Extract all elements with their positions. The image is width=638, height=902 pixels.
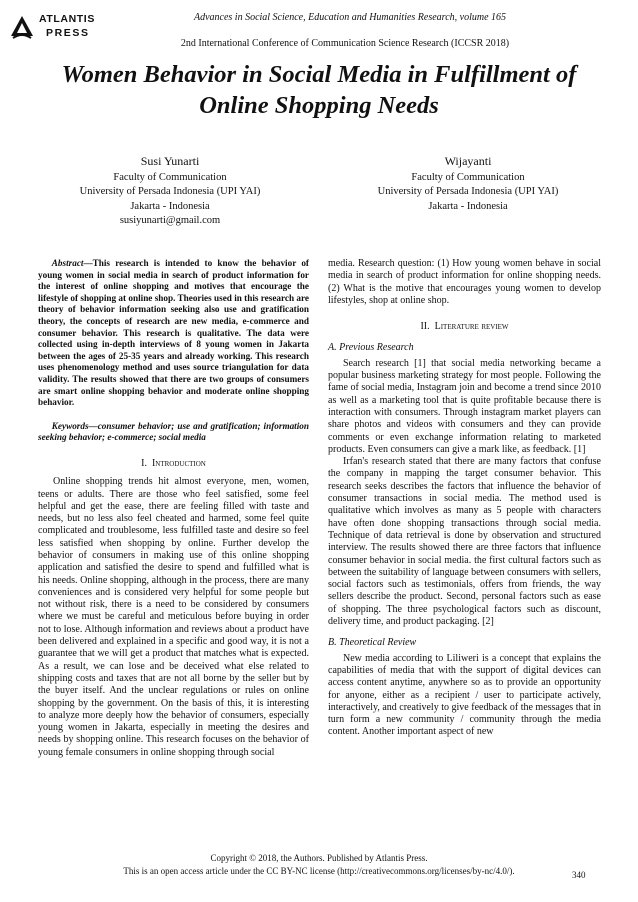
keywords: Keywords—consumer behavior; use and gratification; information seeking behavior; e-commerce; social media bbox=[38, 420, 309, 443]
previous-research-paragraph-2: Irfan's research stated that there are many factors that confuse the company in mapping the target consumer behavior. This research seeks describes the factors that influence the behavior of consumer transactions in social media. The method used is qualitative which involves as many as 5 people with characters have often done shopping transactions through social media. Technique of data retrieval is done by observation and structured interview. The results showed there are three factors that influence consumer behavior in social media. the first cultural factors such as between the suitability of language between consumers with sellers, social factors such as testimonials, offers from friends, the way sellers describe the product. Second, personal factors such as ease of shopping. The three psychological factors such as discount, delivery time, and product packaging. [2] bbox=[328, 456, 601, 628]
atlantis-press-logo-icon bbox=[9, 14, 35, 40]
author-name: Susi Yunarti bbox=[140, 154, 200, 168]
abstract-label: Abstract bbox=[51, 258, 84, 268]
publisher-logo bbox=[6, 10, 101, 50]
author-faculty: Faculty of Communication bbox=[411, 171, 525, 183]
paper-title-line-2: Online Shopping Needs bbox=[199, 92, 439, 119]
section-number: I. bbox=[141, 457, 147, 469]
copyright-line: Copyright © 2018, the Authors. Published by Atlantis Press. bbox=[210, 853, 428, 863]
section-title: Literature review bbox=[434, 321, 509, 333]
license-line: This is an open access article under the CC BY-NC license (http://creativecommons.org/licenses/by-nc/4.0/). bbox=[123, 866, 515, 876]
author-faculty: Faculty of Communication bbox=[113, 171, 227, 183]
right-column bbox=[328, 258, 601, 739]
section-heading-introduction bbox=[38, 458, 309, 470]
conference-name: 2nd International Conference of Communication Science Research (ICCSR 2018) bbox=[180, 38, 510, 49]
author-block-2 bbox=[348, 154, 588, 214]
subsection-heading-previous-research: A. Previous Research bbox=[328, 342, 414, 354]
section-number: II. bbox=[420, 321, 430, 333]
intro-paragraph: Online shopping trends hit almost everyone, men, women, teens or adults. There are those who feel satisfied, some feel helpful and get the ease, there are feeling filled with taste and needs, but no less also feel cheated and harmed, some feel quite complicated and troublesome, less fulfilled taste and desire so feel less satisfied when shopping by online. Further develop the behavior of consumers in making use of this online shopping application and satisfied the desire to spend and fulfilled what is his needs. Online shopping, although in the process, there are many conveniences and is considered very helpful for some people but not without risk, there is a need to be considered by consumers where we must be careful and meticulous before buying in order not to lose. Although information and reviews about a product have been delivered and explained in a specific and good way, it is not a guarantee that we will get a product that matches what is expected. As a result, we can lose and be deceived what else related to shipping costs and taxes that are not all borne by the seller but by the buyer itself. And the unclear regulations or rules on online shopping by the government. On the basis of this, it is interesting to analyze more deeply how the behavior of consumers, especially young women in Jakarta, especially in meeting the desires and needs by shopping online. This research focuses on the behavior of young female consumers in online shopping through social bbox=[38, 476, 309, 758]
logo-text-press: PRESS bbox=[46, 27, 90, 39]
intro-paragraph-continued: media. Research question: (1) How young women behave in social media in search of product information for online shopping needs. (2) What is the motive that encourages young women to develop lifestyles, shop at online shop. bbox=[328, 258, 601, 306]
page-number: 340 bbox=[572, 870, 586, 880]
abstract-text: —This research is intended to know the behavior of young women in social media in search of product information for the interest of online shopping and motives that encourage the lifestyle of shopping at online shop. Theories used in this research are theory of behavior information seeking also use and gratification theory, the concepts of research are new media, e-commerce and consumer behavior. This research is qualitative. The data were collected using in-depth interviews of 8 young women in Jakarta between the ages of 25-35 years and already working. This research uses phenomenology method and uses source triangulation for data validity. The results showed that there are two groups of consumers are smart online shopping behavior and moderate online shopping behavior. bbox=[38, 258, 309, 408]
journal-name: Advances in Social Science, Education and Humanities Research, volume 165 bbox=[193, 12, 507, 23]
theoretical-review-paragraph: New media according to Liliweri is a concept that explains the capabilities of media that with the support of digital devices can access content anytime, anywhere so as to provide an opportunity for anyone, either as a recipient / user to participate actively, interactively, and creatively to give feedback of the messages that in turn form a new community / community through the media content. Another important aspect of new bbox=[328, 652, 601, 738]
left-column bbox=[38, 258, 309, 759]
author-name: Wijayanti bbox=[444, 154, 492, 168]
author-location: Jakarta - Indonesia bbox=[428, 200, 508, 212]
paper-title bbox=[20, 59, 618, 121]
copyright-footer bbox=[80, 852, 558, 878]
logo-text-atlantis: ATLANTIS bbox=[39, 13, 95, 25]
section-title: Introduction bbox=[151, 457, 206, 469]
author-location: Jakarta - Indonesia bbox=[130, 200, 210, 212]
section-heading-literature-review bbox=[328, 321, 601, 333]
abstract bbox=[38, 258, 309, 409]
paper-title-line-1: Women Behavior in Social Media in Fulfillment of bbox=[61, 61, 577, 88]
author-university: University of Persada Indonesia (UPI YAI) bbox=[79, 186, 261, 197]
author-university: University of Persada Indonesia (UPI YAI) bbox=[377, 186, 559, 197]
author-email: susiyunarti@gmail.com bbox=[119, 215, 221, 226]
author-block-1 bbox=[50, 154, 290, 229]
subsection-heading-theoretical-review: B. Theoretical Review bbox=[328, 637, 417, 649]
previous-research-paragraph-1: Search research [1] that social media networking became a popular business marketing strategy for most people. Following the fame of social media, Instagram join and become a trend since 2010 as well as a marketing tool that is quite profitable because there is interaction with consumers. Through instagram market players can share photos and videos with consumers and they can provide comments or even exchange information relating to marketed products. Even consumers can give a mark like, as feedback. [1] bbox=[328, 357, 601, 455]
